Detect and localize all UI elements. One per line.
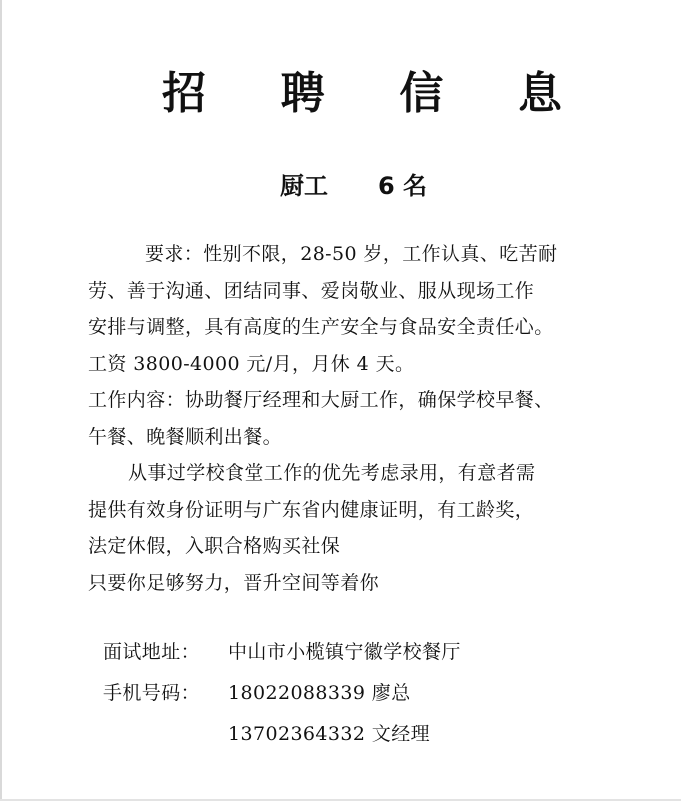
contact-info <box>103 632 461 755</box>
job-description <box>88 236 648 601</box>
salary-line: 工资 3800-4000 元/月，月休 4 天。 <box>88 352 415 375</box>
preference-line: 法定休假，入职合格购买社保 <box>88 535 341 557</box>
preference-line: 提供有效身份证明与广东省内健康证明，有工龄奖， <box>88 498 535 521</box>
job-content-line: 工作内容：协助餐厅经理和大厨工作，确保学校早餐、 <box>88 389 554 411</box>
position-name: 厨工 <box>280 172 328 200</box>
requirements-line: 劳、善于沟通、团结同事、爱岗敬业、服从现场工作 <box>88 279 535 302</box>
phone-value: 13702364332 文经理 <box>228 723 431 745</box>
address-row <box>103 632 461 673</box>
title-char: 聘 <box>280 68 325 119</box>
page-title <box>162 64 562 124</box>
motto-line: 只要你足够努力，晋升空间等着你 <box>88 571 380 594</box>
title-char: 招 <box>162 68 206 119</box>
phone-value: 18022088339 廖总 <box>228 682 411 704</box>
address-label: 面试地址： <box>103 641 201 663</box>
phone-row <box>103 673 461 714</box>
phone-row <box>103 714 461 755</box>
preference-line: 从事过学校食堂工作的优先考虑录用，有意者需 <box>128 462 536 484</box>
job-content-line: 午餐、晚餐顺利出餐。 <box>88 425 283 448</box>
scan-left-edge <box>0 0 2 801</box>
requirements-line: 安排与调整，具有高度的生产安全与食品安全责任心。 <box>88 316 554 338</box>
position-count: 6 名 <box>378 172 428 200</box>
title-char: 息 <box>517 68 562 119</box>
address-value: 中山市小榄镇宁徽学校餐厅 <box>228 641 461 663</box>
requirements-line: 要求：性别不限，28-50 岁，工作认真、吃苦耐 <box>145 243 558 265</box>
position-heading <box>280 168 427 204</box>
title-char: 信 <box>399 68 444 119</box>
phone-label: 手机号码： <box>103 682 201 704</box>
